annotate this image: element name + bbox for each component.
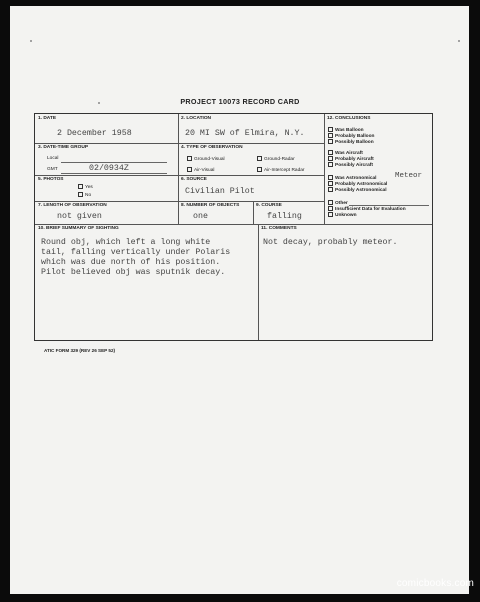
checkbox-icon [328,175,333,180]
course-label: 9. COURSE [256,203,282,208]
checkbox-icon [328,133,333,138]
date-label: 1. DATE [38,116,57,121]
conclusion-insufficient-data[interactable]: Insufficient Data for Evaluation [328,206,406,212]
checkbox-icon [78,192,83,197]
option-ground-radar[interactable]: Ground-Radar [257,156,295,162]
checkbox-icon [257,167,262,172]
conclusion-was-astronomical[interactable]: Was Astronomical [328,175,377,181]
location-value: 20 MI SW of Elmira, N.Y. [185,129,305,138]
checkbox-icon [328,139,333,144]
datetime-group-label: 3. DATE-TIME GROUP [38,145,89,150]
summary-line: Pilot believed obj was sputnik decay. [41,268,226,277]
checkbox-icon [328,127,333,132]
photos-label: 5. PHOTOS [38,177,64,182]
watermark: comicbooks.com [396,578,474,589]
conclusion-was-aircraft[interactable]: Was Aircraft [328,150,363,156]
length-of-observation-label: 7. LENGTH OF OBSERVATION [38,203,107,208]
conclusion-probably-balloon[interactable]: Probably Balloon [328,133,374,139]
length-of-observation-value: not given [57,212,102,221]
form-number: ATIC FORM 329 (REV 26 SEP 52) [44,348,116,353]
source-label: 6. SOURCE [181,177,207,182]
checkbox-icon [328,187,333,192]
comments-value: Not decay, probably meteor. [263,238,398,247]
comments-label: 11. COMMENTS [261,226,297,231]
conclusion-was-balloon[interactable]: Was Balloon [328,127,364,133]
punch-mark [458,40,460,42]
conclusion-probably-astronomical[interactable]: Probably Astronomical [328,181,387,187]
checkbox-icon [328,181,333,186]
checkbox-icon [187,156,192,161]
conclusion-unknown[interactable]: Unknown [328,212,357,218]
checkbox-icon [328,212,333,217]
option-air-intercept-radar[interactable]: Air-Intercept Radar [257,167,305,173]
summary-line: Round obj, which left a long white [41,238,211,247]
conclusion-other[interactable]: Other [328,200,348,206]
checkbox-icon [78,184,83,189]
conclusions-label: 12. CONCLUSIONS [327,116,371,121]
checkbox-icon [328,206,333,211]
local-label: Local [47,156,59,161]
record-card [34,113,433,341]
option-air-visual[interactable]: Air-Visual [187,167,214,173]
checkbox-icon [328,150,333,155]
astronomical-note: Meteor [395,172,423,180]
card-title: PROJECT 10073 RECORD CARD [180,97,300,106]
source-value: Civilian Pilot [185,187,255,196]
photos-option-yes[interactable]: Yes [78,184,93,190]
checkbox-icon [187,167,192,172]
conclusion-possibly-aircraft[interactable]: Possibly Aircraft [328,162,373,168]
type-of-observation-label: 4. TYPE OF OBSERVATION [181,145,243,150]
checkbox-icon [328,200,333,205]
conclusion-possibly-balloon[interactable]: Possibly Balloon [328,139,374,145]
summary-line: which was due north of his position. [41,258,221,267]
punch-mark [30,40,32,42]
checkbox-icon [328,156,333,161]
checkbox-icon [328,162,333,167]
gmt-label: GMT [47,167,58,172]
location-label: 2. LOCATION [181,116,212,121]
course-value: falling [267,212,302,221]
date-value: 2 December 1958 [57,129,132,138]
summary-line: tail, falling vertically under Polaris [41,248,231,257]
option-ground-visual[interactable]: Ground-Visual [187,156,225,162]
conclusion-possibly-astronomical[interactable]: Possibly Astronomical [328,187,387,193]
photos-option-no[interactable]: No [78,192,91,198]
number-of-objects-label: 8. NUMBER OF OBJECTS [181,203,240,208]
checkbox-icon [257,156,262,161]
gmt-value: 02/0934Z [89,164,129,173]
number-of-objects-value: one [193,212,208,221]
brief-summary-label: 10. BRIEF SUMMARY OF SIGHTING [38,226,119,231]
conclusion-probably-aircraft[interactable]: Probably Aircraft [328,156,374,162]
